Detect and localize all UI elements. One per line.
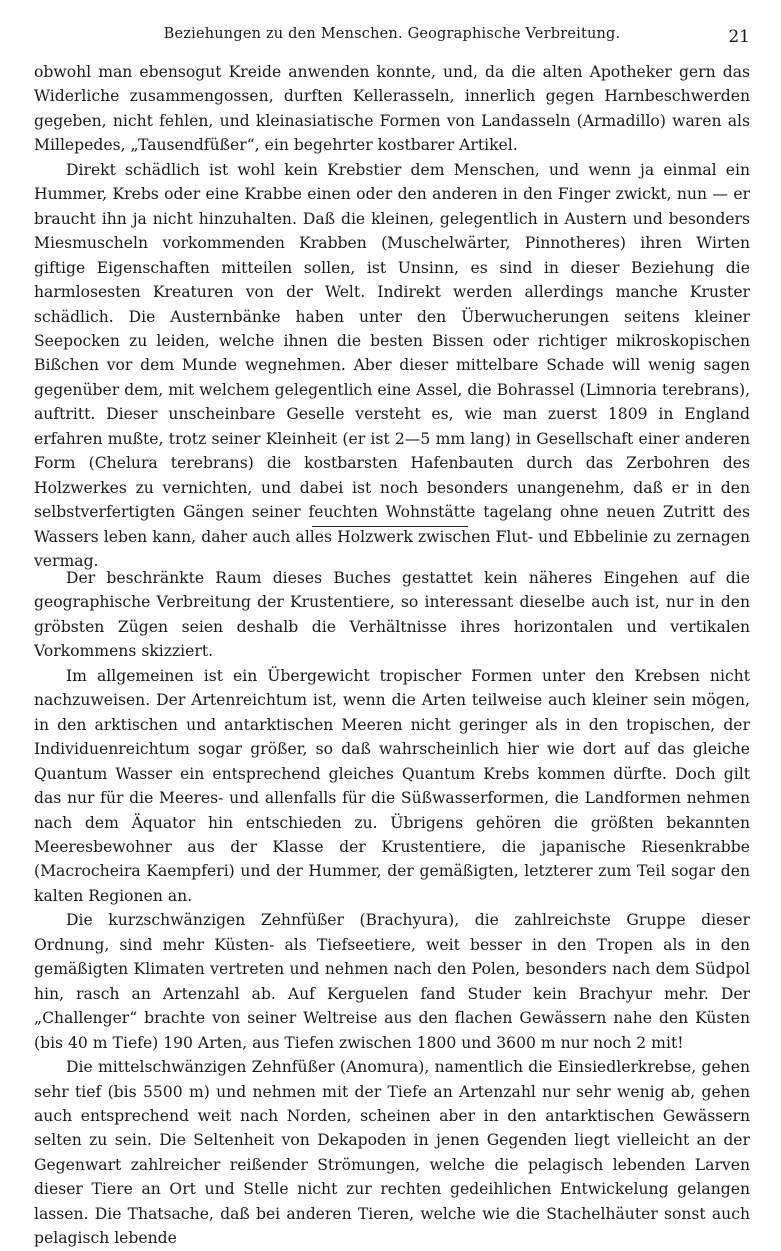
- paragraph-intro: Der beschränkte Raum dieses Buches gestattet kein näheres Eingehen auf die geographische Verbreitung der Krustentiere, so interessant dieselbe auch ist, nur in den gröbsten Zügen seien deshalb die Verhältnisse ihres horizontalen und vertikalen Vorkommens skizziert.: [34, 569, 750, 661]
- paragraph-continuation: obwohl man ebensogut Kreide anwenden konnte, und, da die alten Apotheker gern das Widerliche zusammengossen, durften Kellerasseln, innerlich gegen Harnbeschwerden gegeben, nicht fehlen, und kleinasiatische Formen von Landasseln (Armadillo) waren als Millepedes, „Tausendfüßer“, ein begehrter kostbarer Artikel.: [34, 63, 750, 155]
- section-geographic-distribution: [34, 566, 750, 1251]
- section-divider: [312, 526, 468, 527]
- running-title: Beziehungen zu den Menschen. Geographische Verbreitung.: [163, 26, 621, 42]
- running-head: [34, 26, 750, 48]
- page-number: 21: [728, 27, 750, 47]
- section-human-relations: [34, 60, 750, 574]
- paragraph-brachyura: Die kurzschwänzigen Zehnfüßer (Brachyura), die zahlreichste Gruppe dieser Ordnung, sind mehr Küsten- als Tiefseetiere, weit besser in den Tropen als in den gemäßigten Klimaten vertreten und nehmen nach den Polen, besonders nach dem Südpol hin, rasch an Artenzahl ab. Auf Kerguelen fand Studer kein Brachyur mehr. Der „Challenger“ brachte von seiner Weltreise aus den flachen Gewässern nahe den Küsten (bis 40 m Tiefe) 190 Arten, aus Tiefen zwischen 1800 und 3600 m nur noch 2 mit!: [34, 911, 750, 1052]
- paragraph-anomura: Die mittelschwänzigen Zehnfüßer (Anomura), namentlich die Einsiedlerkrebse, gehen sehr tief (bis 5500 m) und nehmen mit der Tiefe an Artenzahl nur sehr wenig ab, gehen auch entsprechend weit nach Norden, scheinen aber in den antarktischen Gewässern selten zu sein. Die Seltenheit von Dekapoden in jenen Gegenden liegt vielleicht an der Gegenwart zahlreicher reißender Strömungen, welche die pelagisch lebenden Larven dieser Tiere an Ort und Stelle nicht zur rechten gedeihlichen Entwickelung gelangen lassen. Die Thatsache, daß bei anderen Tieren, welche wie die Stachelhäuter sonst auch pelagisch lebende: [34, 1058, 750, 1248]
- paragraph-harmfulness: Direkt schädlich ist wohl kein Krebstier dem Menschen, und wenn ja einmal ein Hummer, Krebs oder eine Krabbe einen oder den anderen in den Finger zwickt, nun — er braucht ihn ja nicht hinzuhalten. Daß die kleinen, gelegentlich in Austern und besonders Miesmuscheln vorkommenden Krabben (Muschelwärter, Pinnotheres) ihren Wirten giftige Eigenschaften mitteilen sollen, ist Unsinn, es sind in dieser Beziehung die harmlosesten Kreaturen von der Welt. Indirekt werden allerdings manche Kruster schädlich. Die Austernbänke haben unter den Überwucherungen seitens kleiner Seepocken zu leiden, welche ihnen die besten Bissen oder richtiger mikroskopischen Bißchen vor dem Munde wegnehmen. Aber dieser mittelbare Schade will wenig sagen gegenüber dem, mit welchem gelegentlich eine Assel, die Bohrassel (Limnoria terebrans), auftritt. Dieser unscheinbare Geselle versteht es, wie man zuerst 1809 in England erfahren mußte, trotz seiner Kleinheit (er ist 2—5 mm lang) in Gesellschaft einer anderen Form (Chelura terebrans) die kostbarsten Hafenbauten durch das Zerbohren des Holzwerkes zu vernichten, und dabei ist noch besonders unangenehm, daß er in den selbstverfertigten Gängen seiner feuchten Wohnstätte tagelang ohne neuen Zutritt des Wassers leben kann, daher auch alles Holzwerk zwischen Flut- und Ebbelinie zu zernagen vermag.: [34, 160, 750, 571]
- paragraph-tropical-forms: Im allgemeinen ist ein Übergewicht tropischer Formen unter den Krebsen nicht nachzuweisen. Der Artenreichtum ist, wenn die Arten teilweise auch kleiner sein mögen, in den arktischen und antarktischen Meeren nicht geringer als in den tropischen, der Individuenreichtum sogar größer, so daß wahrscheinlich hier wie dort auf das gleiche Quantum Wasser ein entsprechend gleiches Quantum Krebs kommen dürfte. Doch gilt das nur für die Meeres- und allenfalls für die Süßwasserformen, die Landformen nehmen nach dem Äquator hin entschieden zu. Übrigens gehören die größten bekannten Meeresbewohner aus der Klasse der Krustentiere, die japanische Riesenkrabbe (Macrocheira Kaempferi) und der Hummer, der gemäßigten, letzterer zum Teil sogar den kalten Regionen an.: [34, 666, 750, 905]
